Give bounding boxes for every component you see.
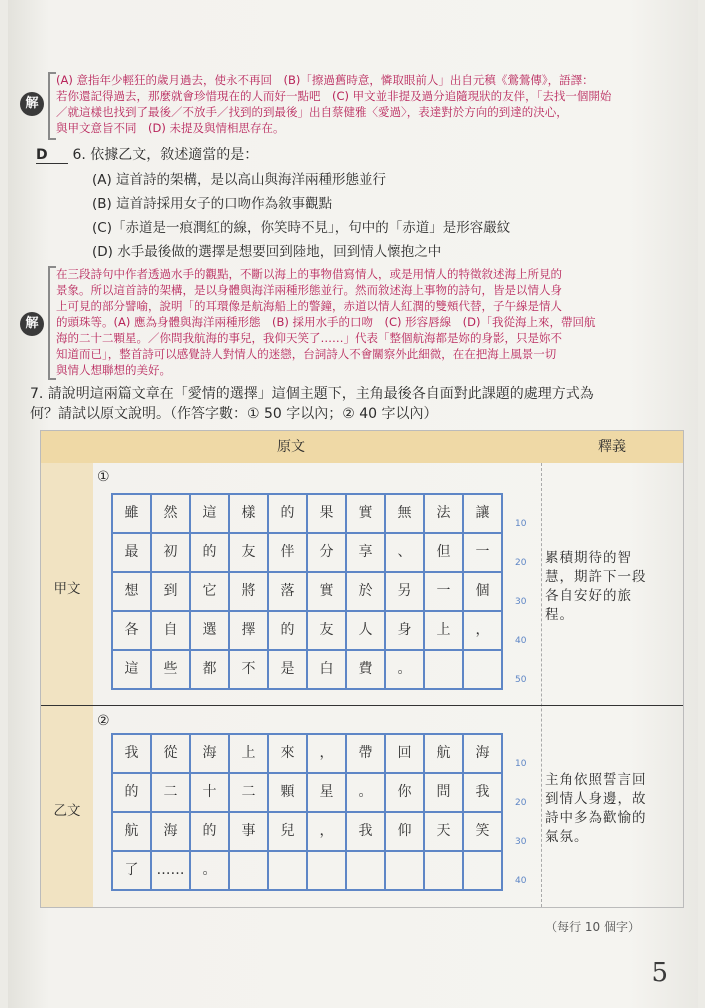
grid-cell: 然 xyxy=(152,495,191,534)
row-yi-ticks xyxy=(515,733,535,893)
question-6-stem: 6. 依據乙文，敘述適當的是： xyxy=(72,147,259,163)
grid-cell: 航 xyxy=(425,735,464,774)
grid-cell: 白 xyxy=(308,651,347,690)
explanation-2-line: 知道而已」，整首詩可以感覺詩人對情人的迷戀，台詞詩人不會關察外此細微，在在把海上風景一切 xyxy=(56,347,557,361)
grid-cell: 法 xyxy=(425,495,464,534)
grid-cell xyxy=(269,852,308,891)
grid-cell: 兒 xyxy=(269,813,308,852)
grid-cell: 人 xyxy=(347,612,386,651)
explanation-badge-2: 解 xyxy=(20,312,44,336)
grid-cell: 落 xyxy=(269,573,308,612)
grid-cell: 。 xyxy=(191,852,230,891)
column-divider xyxy=(541,463,542,907)
grid-cell: 、 xyxy=(386,534,425,573)
grid-cell: 是 xyxy=(269,651,308,690)
grid-cell xyxy=(464,852,503,891)
grid-cell: 上 xyxy=(230,735,269,774)
grid-cell: 二 xyxy=(230,774,269,813)
grid-cell: 我 xyxy=(113,735,152,774)
grid-row-count: 40 xyxy=(515,636,527,646)
row-divider xyxy=(41,705,683,706)
row-jia-label: 甲文 xyxy=(53,581,81,597)
grid-cell: 初 xyxy=(152,534,191,573)
question-7-line-1: 7. 請說明這兩篇文章在「愛情的選擇」這個主題下，主角最後各自面對此課題的處理方式為 xyxy=(30,386,594,402)
question-7-line-2: 何？請試以原文說明。（作答字數：① 50 字以內；② 40 字以內） xyxy=(30,406,438,422)
grid-cell: 分 xyxy=(308,534,347,573)
row-yi-grid xyxy=(111,733,503,891)
grid-cell: 個 xyxy=(464,573,503,612)
grid-cell: 將 xyxy=(230,573,269,612)
grid-cell: 但 xyxy=(425,534,464,573)
grid-cell: 的 xyxy=(191,813,230,852)
workbook-page xyxy=(8,0,698,1008)
grid-cell xyxy=(425,852,464,891)
grid-cell: 一 xyxy=(425,573,464,612)
grid-row-count: 30 xyxy=(515,837,527,847)
explanation-1 xyxy=(56,72,686,136)
explanation-2 xyxy=(56,266,686,378)
row-jia-marker: ① xyxy=(97,469,110,485)
grid-cell: 星 xyxy=(308,774,347,813)
row-jia-grid xyxy=(111,493,503,690)
grid-cell: 身 xyxy=(386,612,425,651)
grid-cell xyxy=(386,852,425,891)
question-6-option-b: (B) 這首詩採用女子的口吻作為敘事觀點 xyxy=(92,196,333,212)
grid-cell: 的 xyxy=(269,495,308,534)
row-yi-marker: ② xyxy=(97,713,110,729)
grid-cell: 回 xyxy=(386,735,425,774)
row-yi-label: 乙文 xyxy=(53,803,81,819)
grid-cell: 友 xyxy=(230,534,269,573)
grid-cell: ， xyxy=(308,813,347,852)
question-6 xyxy=(36,144,258,164)
grid-cell: 天 xyxy=(425,813,464,852)
grid-cell: 的 xyxy=(113,774,152,813)
grid-cell xyxy=(230,852,269,891)
grid-cell: 。 xyxy=(347,774,386,813)
grid-cell: 這 xyxy=(113,651,152,690)
grid-row-count: 20 xyxy=(515,798,527,808)
grid-row-count: 40 xyxy=(515,876,527,886)
grid-cell: 來 xyxy=(269,735,308,774)
grid-cell: 帶 xyxy=(347,735,386,774)
grid-cell: 二 xyxy=(152,774,191,813)
grid-cell: 笑 xyxy=(464,813,503,852)
grid-cell: 我 xyxy=(464,774,503,813)
grid-cell: 了 xyxy=(113,852,152,891)
grid-cell: 自 xyxy=(152,612,191,651)
grid-cell: 伴 xyxy=(269,534,308,573)
grid-cell: 擇 xyxy=(230,612,269,651)
grid-cell xyxy=(308,852,347,891)
grid-cell: 航 xyxy=(113,813,152,852)
grid-cell: 它 xyxy=(191,573,230,612)
row-jia-ticks xyxy=(515,493,535,693)
grid-cell: 不 xyxy=(230,651,269,690)
explanation-2-line: 海的二十二顆星。／你問我航海的事兒，我仰天笑了……」代表「整個航海都是妳的身影，只是妳不 xyxy=(56,331,562,345)
grid-cell: 無 xyxy=(386,495,425,534)
table-header xyxy=(41,431,683,463)
explanation-2-line: 與情人想聯想的美好。 xyxy=(56,363,171,377)
grid-cell: 海 xyxy=(464,735,503,774)
grid-cell: 實 xyxy=(308,573,347,612)
grid-cell: 於 xyxy=(347,573,386,612)
explanation-1-line: 與甲文意旨不同 (D) 未提及與情相思存在。 xyxy=(56,121,285,135)
explanation-1-line: (A) 意指年少輕狂的歲月過去，使永不再回 (B)「擦過舊時意，憐取眼前人」出自元稹《鶯鶯傳》，語譯： xyxy=(56,73,594,87)
question-6-option-c: (C)「赤道是一痕潤紅的線，你笑時不見」，句中的「赤道」是形容嚴紋 xyxy=(92,220,511,236)
grid-row-count: 10 xyxy=(515,759,527,769)
explanation-2-line: 上可見的部分譬喻，說明「的耳環像是航海船上的警鐘，赤道以情人紅潤的雙頰代替，子午線是情人 xyxy=(56,299,562,313)
answer-table xyxy=(40,430,684,908)
grid-row-count: 30 xyxy=(515,597,527,607)
question-7 xyxy=(30,384,690,424)
grid-cell xyxy=(464,651,503,690)
grid-cell: 讓 xyxy=(464,495,503,534)
explanation-1-line: 若你還記得過去，那麼就會珍惜現在的人而好一點吧 (C) 甲文並非提及過分追隨現狀的友伴，「去找一個開始 xyxy=(56,89,612,103)
explanation-2-line: 景象。所以這首詩的架構，是以身體與海洋兩種形態並行。然而敘述海上事物的詩句，皆是以情人身 xyxy=(56,283,562,297)
grid-cell: 友 xyxy=(308,612,347,651)
grid-cell: 最 xyxy=(113,534,152,573)
grid-cell xyxy=(347,852,386,891)
grid-cell: 從 xyxy=(152,735,191,774)
grid-cell: …… xyxy=(152,852,191,891)
grid-cell: 上 xyxy=(425,612,464,651)
grid-cell: 仰 xyxy=(386,813,425,852)
grid-cell: ， xyxy=(464,612,503,651)
grid-cell: 海 xyxy=(152,813,191,852)
grid-cell: 十 xyxy=(191,774,230,813)
grid-cell: 選 xyxy=(191,612,230,651)
explanation-bracket-1 xyxy=(48,72,56,140)
grid-cell: 享 xyxy=(347,534,386,573)
grid-footnote: （每行 10 個字） xyxy=(545,920,640,934)
page-number: 5 xyxy=(651,958,668,988)
explanation-1-line: ／就這樣也找到了最後／不放手／找到的到最後」出自蔡健雅〈愛過〉，表達對於方向的到達的決心， xyxy=(56,105,568,119)
grid-cell: 我 xyxy=(347,813,386,852)
grid-cell: 雖 xyxy=(113,495,152,534)
question-6-option-a: (A) 這首詩的架構，是以高山與海洋兩種形態並行 xyxy=(92,172,387,188)
grid-row-count: 10 xyxy=(515,519,527,529)
grid-cell: 實 xyxy=(347,495,386,534)
grid-cell: 事 xyxy=(230,813,269,852)
grid-cell: 樣 xyxy=(230,495,269,534)
grid-row-count: 50 xyxy=(515,675,527,685)
row-jia-explanation: 累積期待的智慧，期許下一段各自安好的旅程。 xyxy=(545,550,647,623)
grid-cell: 一 xyxy=(464,534,503,573)
explanation-bracket-2 xyxy=(48,266,56,380)
grid-cell: 費 xyxy=(347,651,386,690)
explanation-badge-1: 解 xyxy=(20,92,44,116)
explanation-2-line: 的頭珠等。(A) 應為身體與海洋兩種形態 (B) 採用水手的口吻 (C) 形容唇線 (D)「我從海上來，帶回航 xyxy=(56,315,596,329)
question-6-answer: D xyxy=(36,147,68,164)
grid-cell: 這 xyxy=(191,495,230,534)
grid-cell: 的 xyxy=(191,534,230,573)
grid-cell: 到 xyxy=(152,573,191,612)
explanation-2-line: 在三段詩句中作者透過水手的觀點，不斷以海上的事物借寫情人，或是用情人的特徵敘述海上所見的 xyxy=(56,267,562,281)
grid-row-count: 20 xyxy=(515,558,527,568)
grid-cell: 。 xyxy=(386,651,425,690)
question-6-option-d: (D) 水手最後做的選擇是想要回到陸地，回到情人懷抱之中 xyxy=(92,244,442,260)
grid-cell xyxy=(425,651,464,690)
grid-cell: 各 xyxy=(113,612,152,651)
grid-cell: 些 xyxy=(152,651,191,690)
grid-cell: 想 xyxy=(113,573,152,612)
grid-cell: 都 xyxy=(191,651,230,690)
grid-cell: 問 xyxy=(425,774,464,813)
grid-cell: 你 xyxy=(386,774,425,813)
row-yi-explanation: 主角依照誓言回到情人身邊，故詩中多為歡愉的氣氛。 xyxy=(545,772,647,845)
grid-cell: 的 xyxy=(269,612,308,651)
grid-cell: 另 xyxy=(386,573,425,612)
grid-cell: 海 xyxy=(191,735,230,774)
grid-cell: 顆 xyxy=(269,774,308,813)
grid-cell: ， xyxy=(308,735,347,774)
header-explanation: 釋義 xyxy=(598,439,626,455)
grid-cell: 果 xyxy=(308,495,347,534)
header-source: 原文 xyxy=(277,439,305,455)
